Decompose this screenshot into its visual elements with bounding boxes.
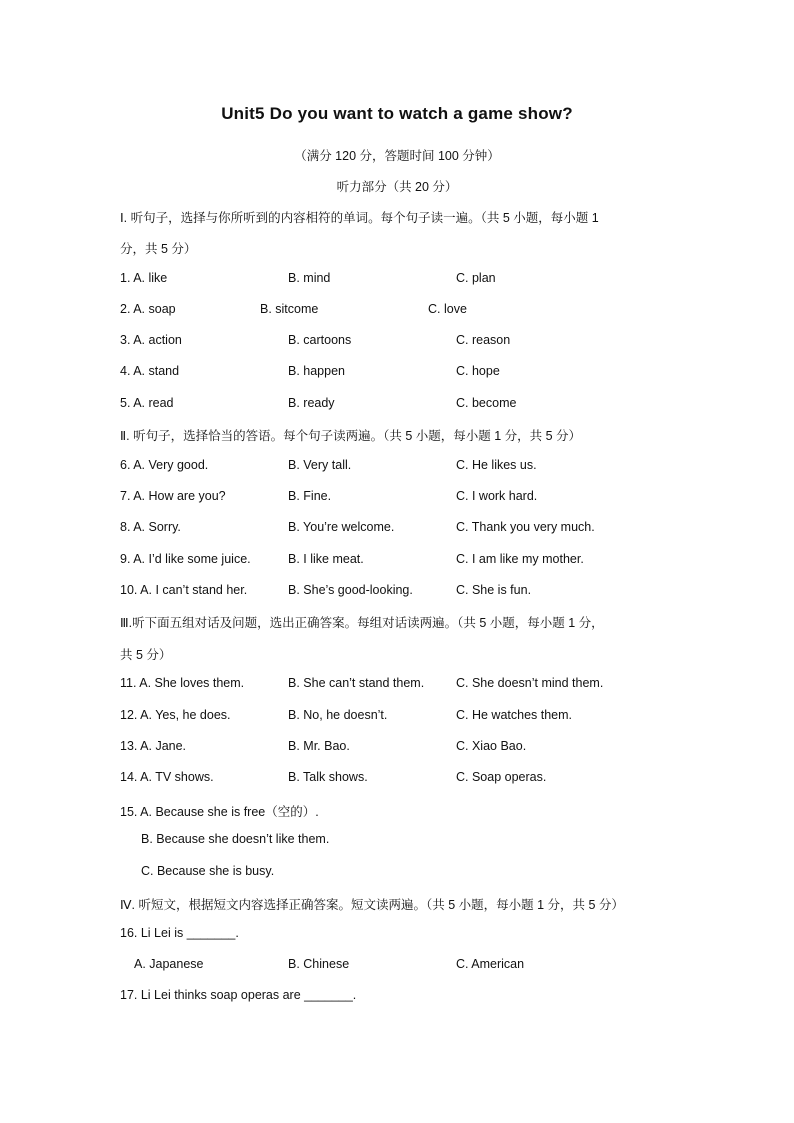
option-c: C. Soap operas.: [456, 770, 547, 784]
part1-instruction: Ⅰ. 听句子，选择与你所听到的内容相符的单词。每个句子读一遍。（共 5 小题，每小题 1: [120, 211, 599, 225]
option-a: 13. A. Jane.: [120, 739, 187, 753]
option-a: A. Japanese: [134, 957, 204, 971]
option-a: 14. A. TV shows.: [120, 770, 214, 784]
option-b: B. No, he doesn’t.: [288, 708, 388, 722]
option-b: B. You’re welcome.: [288, 520, 395, 534]
option-c: C. plan: [456, 271, 496, 285]
part4-instruction: Ⅳ. 听短文，根据短文内容选择正确答案。短文读两遍。（共 5 小题，每小题 1 分，共 5 分）: [120, 898, 624, 912]
q17-stem: 17. Li Lei thinks soap operas are _______.: [120, 988, 357, 1002]
option-c: C. love: [428, 302, 467, 316]
option-a: 3. A. action: [120, 333, 182, 347]
option-c: C. He likes us.: [456, 458, 537, 472]
exam-info: （满分 120 分，答题时间 100 分钟）: [294, 149, 500, 163]
option-a: 11. A. She loves them.: [120, 676, 245, 690]
option-c: C. Xiao Bao.: [456, 739, 527, 753]
option-a: 7. A. How are you?: [120, 489, 226, 503]
q15-option-a: 15. A. Because she is free（空的）.: [120, 805, 319, 819]
option-b: B. Very tall.: [288, 458, 352, 472]
option-c: C. She is fun.: [456, 583, 532, 597]
option-b: B. cartoons: [288, 333, 352, 347]
option-a: 6. A. Very good.: [120, 458, 209, 472]
option-a: 10. A. I can’t stand her.: [120, 583, 248, 597]
listening-section-heading: 听力部分（共 20 分）: [336, 180, 458, 194]
option-b: B. Talk shows.: [288, 770, 368, 784]
option-a: 2. A. soap: [120, 302, 176, 316]
option-c: C. He watches them.: [456, 708, 573, 722]
option-c: C. I work hard.: [456, 489, 538, 503]
option-b: B. Fine.: [288, 489, 332, 503]
option-a: 12. A. Yes, he does.: [120, 708, 231, 722]
option-c: C. Thank you very much.: [456, 520, 595, 534]
option-c: C. She doesn’t mind them.: [456, 676, 604, 690]
option-b: B. Chinese: [288, 957, 350, 971]
option-b: B. She can’t stand them.: [288, 676, 425, 690]
option-b: B. ready: [288, 396, 335, 410]
option-a: 9. A. I’d like some juice.: [120, 552, 251, 566]
option-b: B. I like meat.: [288, 552, 364, 566]
page-title: Unit5 Do you want to watch a game show?: [221, 104, 573, 123]
q15-option-b: B. Because she doesn’t like them.: [141, 832, 330, 846]
part3-instruction-cont: 共 5 分）: [120, 648, 172, 662]
q15-option-c: C. Because she is busy.: [141, 864, 275, 878]
option-b: B. mind: [288, 271, 331, 285]
option-a: 5. A. read: [120, 396, 174, 410]
option-c: C. reason: [456, 333, 511, 347]
option-b: B. She’s good-looking.: [288, 583, 413, 597]
option-c: C. American: [456, 957, 525, 971]
part2-instruction: Ⅱ. 听句子，选择恰当的答语。每个句子读两遍。（共 5 小题，每小题 1 分，共 5 分）: [120, 429, 582, 443]
option-b: B. happen: [288, 364, 345, 378]
option-c: C. hope: [456, 364, 500, 378]
option-b: B. Mr. Bao.: [288, 739, 350, 753]
option-a: 1. A. like: [120, 271, 168, 285]
option-a: 8. A. Sorry.: [120, 520, 181, 534]
option-c: C. I am like my mother.: [456, 552, 584, 566]
part1-instruction-cont: 分，共 5 分）: [120, 242, 197, 256]
q16-stem: 16. Li Lei is _______.: [120, 926, 239, 940]
option-b: B. sitcome: [260, 302, 319, 316]
option-c: C. become: [456, 396, 517, 410]
option-a: 4. A. stand: [120, 364, 180, 378]
part3-instruction: Ⅲ.听下面五组对话及问题，选出正确答案。每组对话读两遍。（共 5 小题，每小题 1 分，: [120, 616, 604, 630]
